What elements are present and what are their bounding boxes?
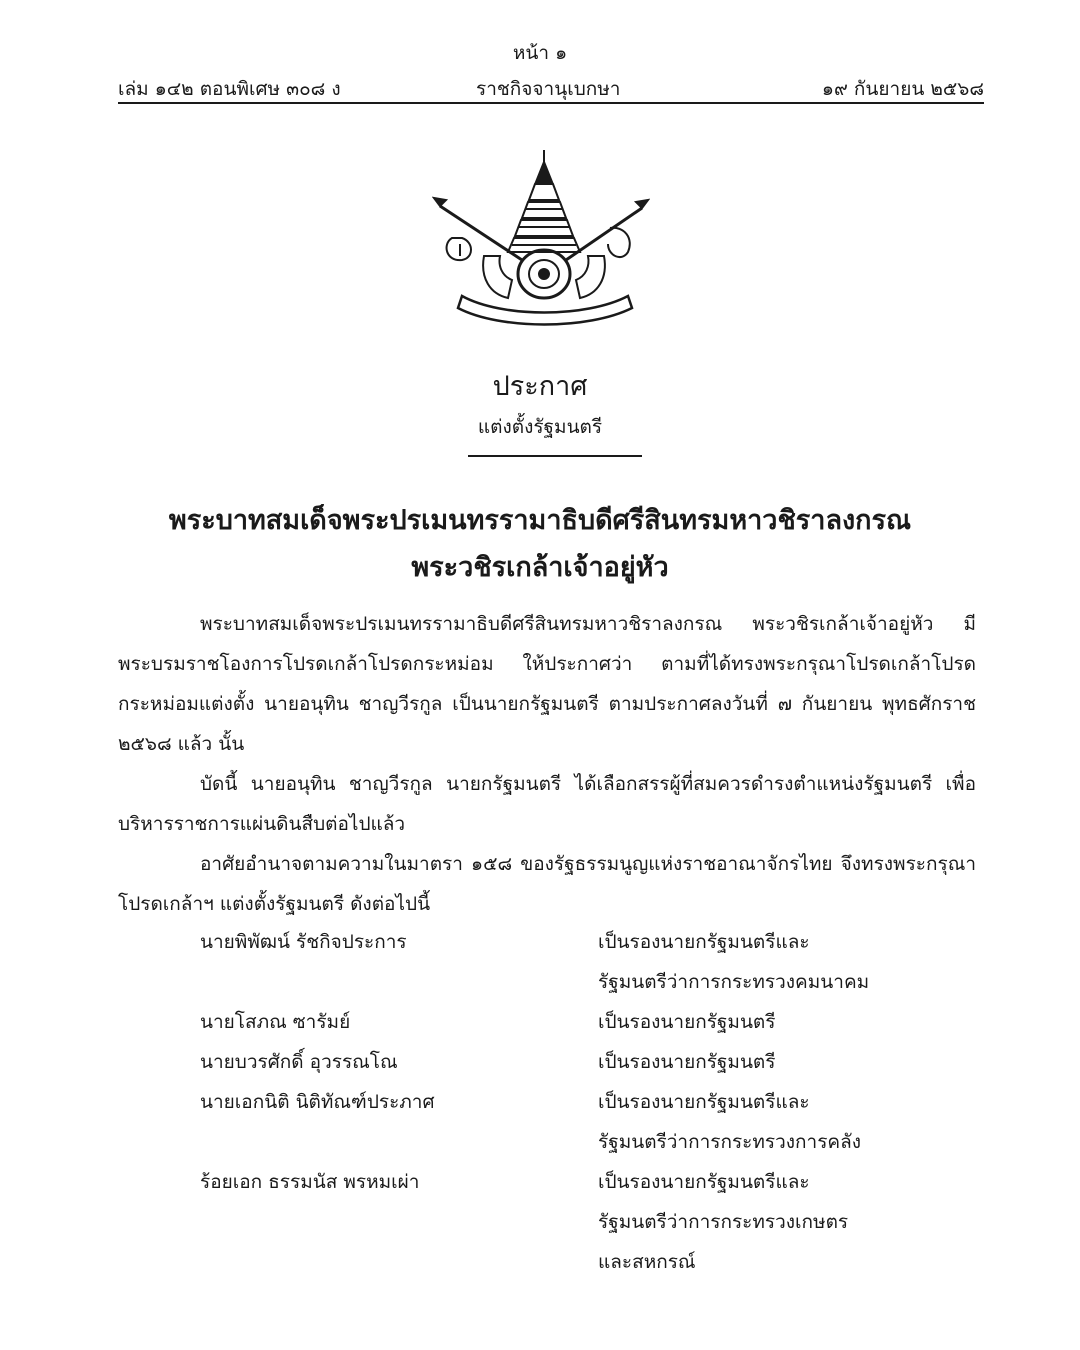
position-line: และสหกรณ์ <box>598 1251 696 1273</box>
gazette-name: ราชกิจจานุเบกษา <box>476 78 621 100</box>
appointee-position <box>598 1002 980 1042</box>
paragraph: อาศัยอำนาจตามความในมาตรา ๑๕๘ ของรัฐธรรมนูญแห่งราชอาณาจักรไทย จึงทรงพระกรุณาโปรดเกล้าฯ แต่งตั้งรัฐมนตรี ดังต่อไปนี้ <box>118 853 976 915</box>
announcement-body <box>118 604 976 924</box>
appointee-name: นายโสภณ ซารัมย์ <box>200 1011 351 1033</box>
paragraph: บัดนี้ นายอนุทิน ชาญวีรกูล นายกรัฐมนตรี ได้เลือกสรรผู้ที่สมควรดำรงตำแหน่งรัฐมนตรี เพื่อบริหารราชการแผ่นดินสืบต่อไปแล้ว <box>118 773 976 835</box>
position-line: เป็นรองนายกรัฐมนตรี <box>598 1011 776 1033</box>
position-line: รัฐมนตรีว่าการกระทรวงการคลัง <box>598 1131 862 1153</box>
royal-emblem-icon <box>432 148 650 326</box>
appointee-entry <box>200 1042 980 1082</box>
appointee-entry <box>200 1002 980 1042</box>
header-divider <box>118 102 984 104</box>
publication-date: ๑๙ กันยายน ๒๕๖๘ <box>821 78 984 100</box>
page-number: หน้า ๑ <box>512 42 568 64</box>
position-line: เป็นรองนายกรัฐมนตรีและ <box>598 931 810 953</box>
appointee-name: นายเอกนิติ นิติทัณฑ์ประภาศ <box>200 1091 435 1113</box>
appointee-entry <box>200 922 980 1002</box>
paragraph: พระบาทสมเด็จพระปรเมนทรรามาธิบดีศรีสินทรมหาวชิราลงกรณ พระวชิรเกล้าเจ้าอยู่หัว มีพระบรมราชโองการโปรดเกล้าโปรดกระหม่อม ให้ประกาศว่า ตามที่ได้ทรงพระกรุณาโปรดเกล้าโปรดกระหม่อมแต่งตั้ง นายอนุทิน ชาญวีรกูล เป็นนายกรัฐมนตรี ตามประกาศลงวันที่ ๗ กันยายน พุทธศักราช ๒๕๖๘ แล้ว นั้น <box>118 613 976 755</box>
announcement-title: ประกาศ <box>492 371 588 402</box>
position-line: รัฐมนตรีว่าการกระทรวงคมนาคม <box>598 971 870 993</box>
position-line: เป็นรองนายกรัฐมนตรีและ <box>598 1091 810 1113</box>
appointee-list <box>200 922 980 1282</box>
appointee-entry <box>200 1082 980 1162</box>
gazette-header <box>118 72 984 104</box>
appointee-position <box>598 1082 980 1162</box>
king-name-line2: พระวชิรเกล้าเจ้าอยู่หัว <box>411 552 669 583</box>
position-line: เป็นรองนายกรัฐมนตรี <box>598 1051 776 1073</box>
appointee-position <box>598 1042 980 1082</box>
appointee-name: ร้อยเอก ธรรมนัส พรหมเผ่า <box>200 1171 420 1193</box>
volume-issue: เล่ม ๑๔๒ ตอนพิเศษ ๓๐๘ ง <box>118 78 341 100</box>
title-divider <box>468 455 642 457</box>
appointee-entry <box>200 1162 980 1282</box>
appointee-position <box>598 922 980 1002</box>
appointee-position <box>598 1162 980 1282</box>
announcement-subtitle: แต่งตั้งรัฐมนตรี <box>477 416 603 438</box>
king-name-line1: พระบาทสมเด็จพระปรเมนทรรามาธิบดีศรีสินทรมหาวชิราลงกรณ <box>168 505 912 536</box>
position-line: รัฐมนตรีว่าการกระทรวงเกษตร <box>598 1211 849 1233</box>
position-line: เป็นรองนายกรัฐมนตรีและ <box>598 1171 810 1193</box>
appointee-name: นายพิพัฒน์ รัชกิจประการ <box>200 931 407 953</box>
appointee-name: นายบวรศักดิ์ อุวรรณโณ <box>200 1051 398 1073</box>
